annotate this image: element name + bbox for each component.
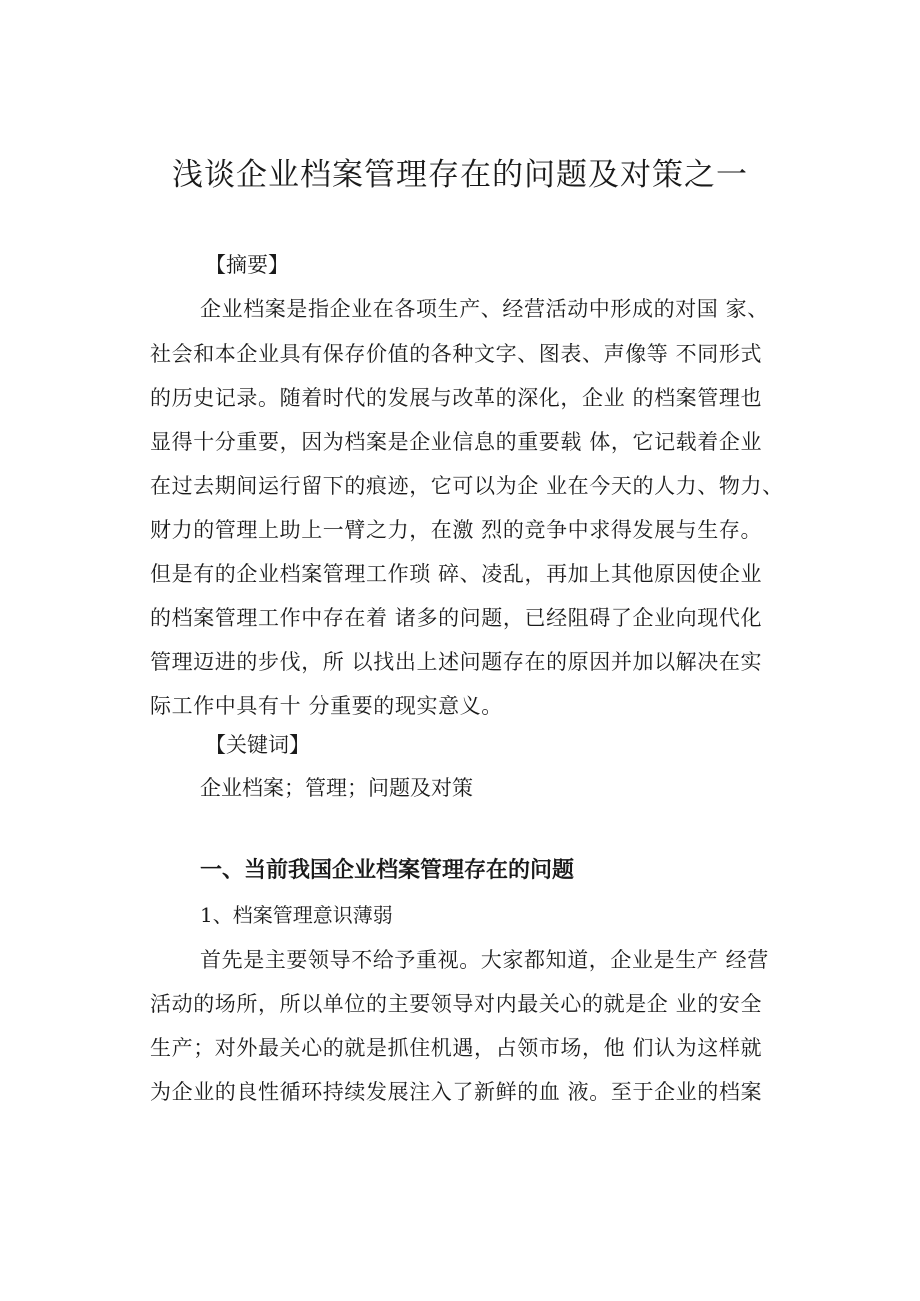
body-line: 生产；对外最关心的就是抓住机遇，占领市场，他 们认为这样就 (150, 1036, 763, 1060)
body-line: 活动的场所，所以单位的主要领导对内最关心的就是企 业的安全 (150, 992, 763, 1016)
abstract-line: 财力的管理上助上一臂之力，在激 烈的竞争中求得发展与生存。 (150, 518, 763, 542)
abstract-line: 企业档案是指企业在各项生产、经营活动中形成的对国 家、 (200, 297, 769, 321)
document-title: 浅谈企业档案管理存在的问题及对策之一 (172, 157, 748, 193)
abstract-line: 际工作中具有十 分重要的现实意义。 (150, 694, 503, 718)
abstract-heading: 【摘要】 (205, 253, 289, 277)
abstract-line: 但是有的企业档案管理工作琐 碎、凌乱，再加上其他原因使企业 (150, 562, 763, 586)
body-line: 为企业的良性循环持续发展注入了新鲜的血 液。至于企业的档案 (150, 1080, 763, 1104)
abstract-line: 管理迈进的步伐，所 以找出上述问题存在的原因并加以解决在实 (150, 650, 763, 674)
abstract-line: 社会和本企业具有保存价值的各种文字、图表、声像等 不同形式 (150, 342, 763, 366)
keywords-text: 企业档案；管理；问题及对策 (200, 776, 473, 800)
abstract-line: 显得十分重要，因为档案是企业信息的重要载 体，它记载着企业 (150, 430, 763, 454)
abstract-line: 的历史记录。随着时代的发展与改革的深化，企业 的档案管理也 (150, 386, 763, 410)
abstract-line: 的档案管理工作中存在着 诸多的问题，已经阻碍了企业向现代化 (150, 606, 763, 630)
keywords-heading: 【关键词】 (205, 733, 310, 757)
subsection-heading: 1、档案管理意识薄弱 (200, 903, 393, 927)
body-line: 首先是主要领导不给予重视。大家都知道，企业是生产 经营 (200, 948, 769, 972)
section-heading: 一、当前我国企业档案管理存在的问题 (200, 858, 575, 883)
abstract-line: 在过去期间运行留下的痕迹，它可以为企 业在今天的人力、物力、 (150, 474, 784, 498)
